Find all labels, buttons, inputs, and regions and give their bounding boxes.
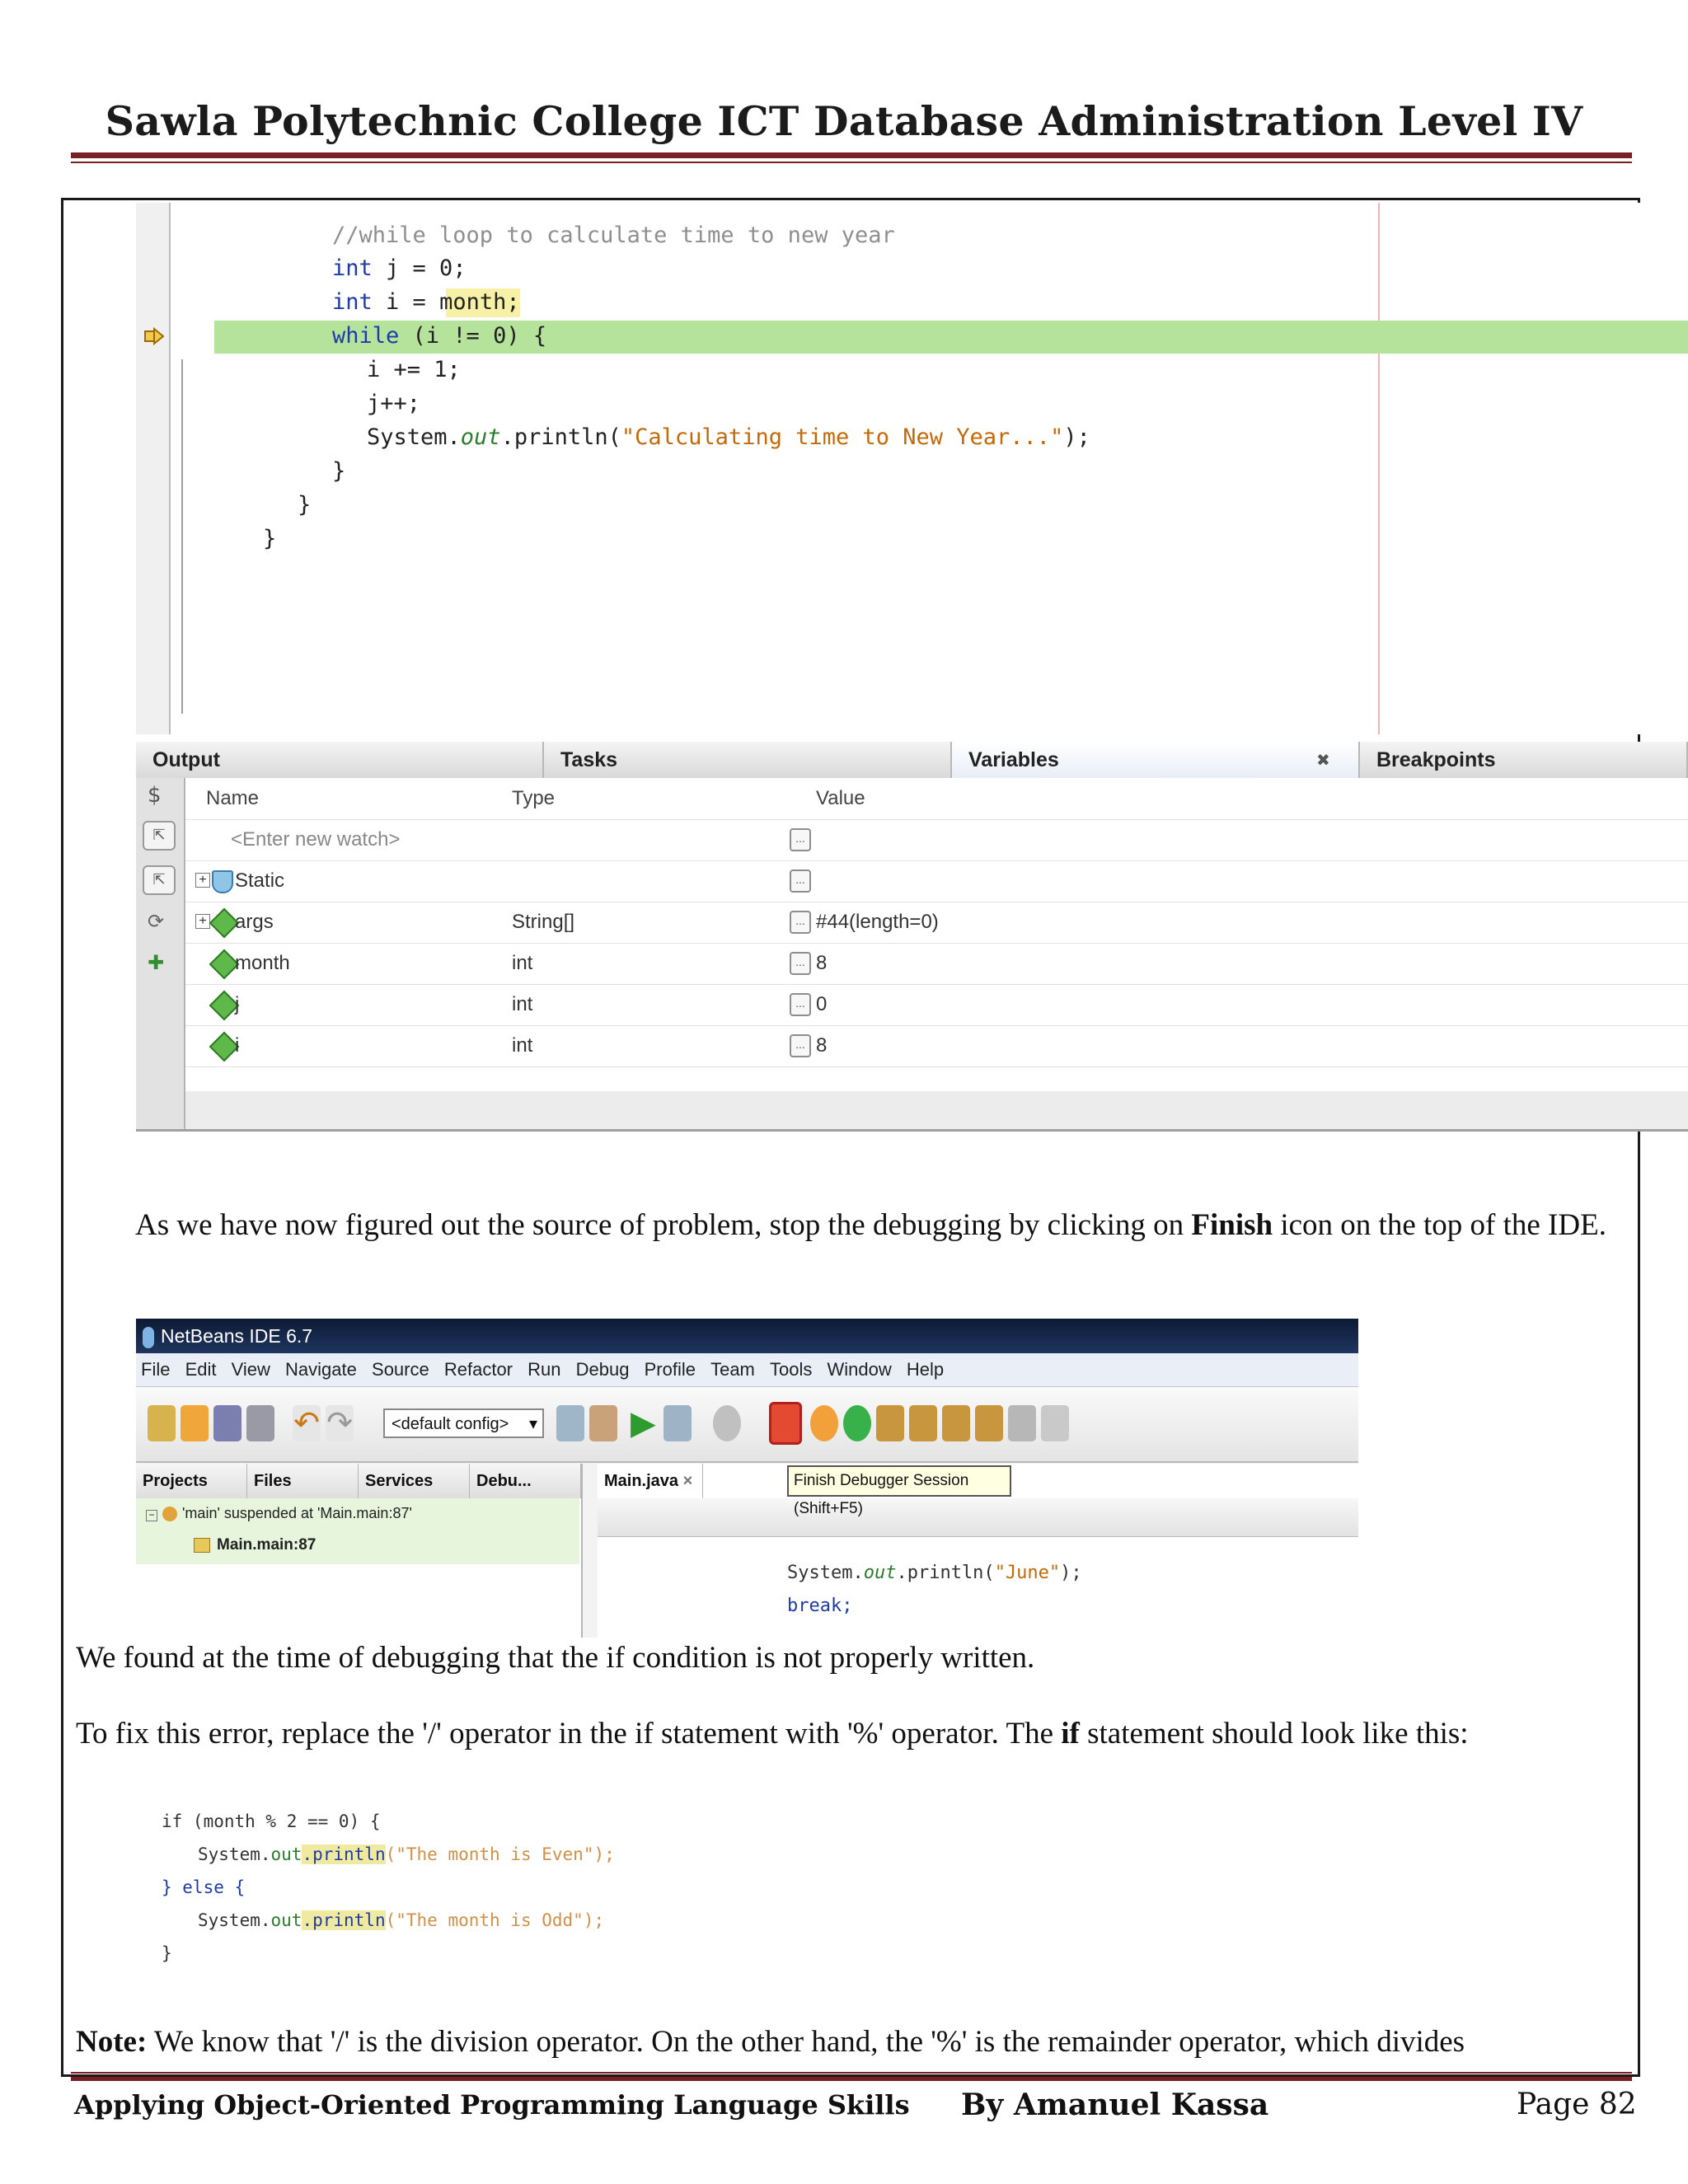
tree-child[interactable]: [194, 1536, 316, 1554]
var-name: month: [235, 952, 290, 974]
bold-finish: Finish: [1191, 1208, 1273, 1242]
text: icon on the top of the IDE.: [1273, 1208, 1606, 1242]
fixed-code-snippet: [162, 1805, 615, 1966]
code-line-i-inc: i += 1;: [367, 357, 461, 382]
profile-icon[interactable]: [713, 1405, 741, 1441]
menu-refactor[interactable]: Refactor: [443, 1359, 513, 1380]
column-header-value[interactable]: Value: [816, 787, 865, 809]
header-rule-thin: [71, 162, 1632, 163]
tab-tasks[interactable]: Tasks: [544, 742, 952, 778]
var-type: int: [512, 1034, 533, 1057]
code-text: i =: [372, 289, 440, 315]
debugger-panel: [136, 742, 1688, 1132]
code-field: out: [863, 1563, 897, 1583]
variables-table: [185, 778, 1688, 1091]
tab-variables[interactable]: Variables: [952, 742, 1360, 778]
menu-tools[interactable]: Tools: [770, 1359, 813, 1380]
code-string: ("The month is Even");: [385, 1844, 615, 1864]
finish-debugger-button[interactable]: [769, 1402, 802, 1445]
var-value: 0: [816, 993, 828, 1015]
tab-breakpoints[interactable]: Breakpoints: [1360, 742, 1688, 778]
clean-build-icon[interactable]: [589, 1405, 617, 1441]
run-icon[interactable]: ▶: [631, 1404, 656, 1441]
value-editor-button[interactable]: ...: [790, 911, 811, 934]
header-rule: [71, 152, 1632, 158]
code-text: .println(: [500, 424, 621, 450]
code-text: .println(: [896, 1563, 995, 1583]
netbeans-logo-icon: [143, 1327, 154, 1348]
code-keyword: int: [332, 289, 373, 315]
var-name: Static: [235, 869, 285, 892]
snippet-line-close: }: [162, 1943, 172, 1963]
table-row[interactable]: [185, 819, 1688, 861]
menu-profile[interactable]: Profile: [644, 1359, 696, 1380]
debugger-side-toolbar: [136, 778, 185, 1129]
code-line-i: [332, 289, 520, 315]
tree-root[interactable]: [146, 1505, 412, 1522]
snippet-line-odd: [198, 1910, 604, 1930]
ide-toolbar: [136, 1387, 1358, 1463]
code-string: "June": [994, 1563, 1061, 1583]
table-row[interactable]: [185, 902, 1688, 944]
var-type: int: [512, 952, 533, 974]
editor-toolbar: [598, 1498, 1358, 1537]
menu-help[interactable]: Help: [906, 1359, 945, 1380]
code-text: j = 0;: [372, 255, 467, 281]
table-row[interactable]: [185, 1025, 1688, 1067]
thread-icon: [162, 1507, 177, 1521]
code-text: );: [1063, 424, 1090, 450]
ide-code-line-2: break;: [787, 1596, 853, 1616]
run-to-cursor-icon[interactable]: [975, 1405, 1003, 1441]
tree-child-label: Main.main:87: [217, 1536, 316, 1554]
close-icon[interactable]: ✖: [1316, 750, 1330, 770]
continue-icon[interactable]: [843, 1405, 871, 1441]
code-method: .println: [302, 1844, 386, 1864]
menu-view[interactable]: View: [231, 1359, 270, 1380]
text: As we have now figured out the source of problem, stop the debugging by clicking on: [135, 1208, 1192, 1242]
var-value: 8: [816, 1034, 828, 1057]
code-string: ("The month is Odd");: [385, 1910, 605, 1930]
fold-guide: [181, 359, 183, 714]
footer-author: By Amanuel Kassa: [961, 2088, 1269, 2122]
page-header-title: Sawla Polytechnic College ICT Database Administration Level IV: [105, 97, 1583, 145]
footer-rule-thin: [71, 2072, 1632, 2074]
settings-icon[interactable]: $: [148, 783, 162, 808]
code-keyword: while: [332, 323, 400, 349]
code-line-j-inc: j++;: [367, 391, 421, 416]
frame-icon: [194, 1538, 210, 1553]
menu-edit[interactable]: Edit: [185, 1359, 217, 1380]
projects-panel: [136, 1464, 583, 1638]
tab-output[interactable]: Output: [136, 742, 544, 778]
menu-team[interactable]: Team: [710, 1359, 755, 1380]
value-editor-button[interactable]: ...: [790, 952, 811, 975]
ide-code-line-1: [787, 1563, 1082, 1583]
tab-debugging[interactable]: Debu...: [470, 1464, 581, 1498]
config-value: <default config>: [392, 1415, 509, 1433]
menu-source[interactable]: Source: [372, 1359, 429, 1380]
ide-title-bar: [136, 1319, 1358, 1353]
code-text: System.: [198, 1844, 271, 1864]
code-line-println: [367, 424, 1090, 450]
new-file-icon[interactable]: [181, 1405, 209, 1441]
open-project-icon[interactable]: [213, 1405, 241, 1441]
step-over-icon[interactable]: [876, 1405, 904, 1441]
var-name: args: [235, 911, 274, 933]
code-string: "Calculating time to New Year...": [621, 424, 1064, 450]
snippet-line-else: } else {: [162, 1877, 246, 1897]
close-tab-icon[interactable]: ×: [682, 1472, 693, 1490]
finish-tooltip: Finish Debugger Session (Shift+F5): [787, 1465, 1011, 1497]
value-editor-button[interactable]: ...: [790, 1034, 811, 1057]
static-icon: [212, 870, 233, 893]
var-name: i: [235, 1034, 240, 1057]
code-text: System.: [198, 1910, 271, 1930]
var-type: String[]: [512, 911, 575, 933]
footer-course: Applying Object-Oriented Programming Language Skills: [74, 2089, 910, 2121]
code-editor-screenshot: [136, 203, 1688, 734]
refresh-icon[interactable]: ⟳: [148, 910, 165, 933]
var-value: #44(length=0): [816, 911, 939, 933]
var-value: 8: [816, 952, 828, 974]
code-month: month: [439, 289, 507, 315]
collapse-icon[interactable]: −: [146, 1510, 157, 1521]
expand-icon[interactable]: +: [195, 873, 210, 888]
paragraph-note: [76, 2023, 1465, 2061]
build-icon[interactable]: [556, 1405, 584, 1441]
step-into-icon[interactable]: [909, 1405, 937, 1441]
watch-placeholder[interactable]: <Enter new watch>: [231, 828, 401, 851]
netbeans-ide-screenshot: [136, 1319, 1358, 1638]
step-out-icon[interactable]: [942, 1405, 970, 1441]
chevron-down-icon: ▾: [528, 1415, 537, 1433]
new-project-icon[interactable]: [148, 1405, 176, 1441]
tab-main-java[interactable]: [598, 1464, 703, 1498]
code-field: out: [270, 1910, 302, 1930]
ide-menu-bar: [136, 1353, 1358, 1387]
debug-project-icon[interactable]: [663, 1405, 692, 1441]
pause-icon[interactable]: [810, 1405, 838, 1441]
static-toggle-icon[interactable]: ⇱: [143, 865, 176, 895]
file-tab-label: Main.java: [604, 1472, 679, 1490]
tree-root-label: 'main' suspended at 'Main.main:87': [182, 1505, 412, 1521]
menu-file[interactable]: File: [141, 1359, 171, 1380]
code-line-comment: //while loop to calculate time to new year: [332, 223, 895, 248]
var-name: j: [235, 993, 240, 1015]
code-line-while: [332, 323, 546, 349]
snippet-line-even: [198, 1844, 615, 1864]
editor-gutter: [136, 203, 171, 734]
menu-run[interactable]: Run: [528, 1359, 561, 1380]
menu-window[interactable]: Window: [827, 1359, 892, 1380]
menu-navigate[interactable]: Navigate: [285, 1359, 357, 1380]
tab-projects[interactable]: Projects: [136, 1464, 247, 1498]
apply-changes-icon[interactable]: [1008, 1405, 1036, 1441]
code-line-j: [332, 255, 467, 281]
code-keyword: int: [332, 255, 373, 281]
menu-debug[interactable]: Debug: [575, 1359, 630, 1380]
code-method: .println: [302, 1910, 386, 1930]
code-brace-3: }: [263, 526, 277, 551]
var-type: int: [512, 993, 533, 1015]
snippet-line-if: if (month % 2 == 0) {: [162, 1811, 381, 1831]
bold-if: if: [1061, 1717, 1080, 1750]
paragraph-found: We found at the time of debugging that the if condition is not properly written.: [76, 1641, 1035, 1675]
code-brace-1: }: [332, 458, 346, 484]
take-snapshot-icon[interactable]: [1041, 1405, 1069, 1441]
save-all-icon[interactable]: [246, 1405, 274, 1441]
watch-toggle-icon[interactable]: ⇱: [143, 821, 176, 851]
value-editor-button[interactable]: ...: [790, 993, 811, 1016]
paragraph-fix: [76, 1715, 1469, 1753]
value-editor-button[interactable]: ...: [790, 828, 811, 851]
code-field: out: [270, 1844, 302, 1864]
column-header-type[interactable]: Type: [512, 787, 556, 809]
table-row[interactable]: [185, 860, 1688, 902]
table-header: [185, 778, 1688, 820]
note-label: Note:: [76, 2025, 148, 2059]
redo-icon[interactable]: ↷: [326, 1406, 353, 1441]
table-row[interactable]: [185, 984, 1688, 1026]
program-counter-arrow-icon: [144, 326, 164, 346]
column-header-name[interactable]: Name: [206, 787, 260, 809]
code-text: (i != 0) {: [399, 323, 547, 349]
table-row[interactable]: [185, 943, 1688, 985]
add-watch-icon[interactable]: ✚: [148, 951, 165, 974]
paragraph-finish: [135, 1207, 1611, 1244]
code-brace-2: }: [298, 492, 312, 518]
text: statement should look like this:: [1079, 1717, 1469, 1750]
tab-services[interactable]: Services: [359, 1464, 470, 1498]
code-text: System.: [787, 1563, 864, 1583]
config-select[interactable]: [383, 1408, 544, 1438]
code-text: ;: [506, 289, 520, 315]
right-margin-line: [1378, 203, 1380, 734]
expand-icon[interactable]: +: [195, 914, 210, 929]
text: To fix this error, replace the '/' operator in the if statement with '%' operator. The: [76, 1717, 1062, 1750]
undo-icon[interactable]: ↶: [293, 1406, 320, 1441]
footer-rule: [71, 2077, 1632, 2081]
tab-files[interactable]: Files: [247, 1464, 359, 1498]
footer-page-number: Page 82: [1517, 2088, 1637, 2121]
note-text: We know that '/' is the division operator. On the other hand, the '%' is the remainder operator, which divides: [147, 2025, 1465, 2059]
code-text: System.: [367, 424, 461, 450]
value-editor-button[interactable]: ...: [790, 869, 811, 893]
code-text: );: [1060, 1563, 1082, 1583]
ide-title: NetBeans IDE 6.7: [161, 1325, 313, 1347]
code-field: out: [460, 424, 501, 450]
